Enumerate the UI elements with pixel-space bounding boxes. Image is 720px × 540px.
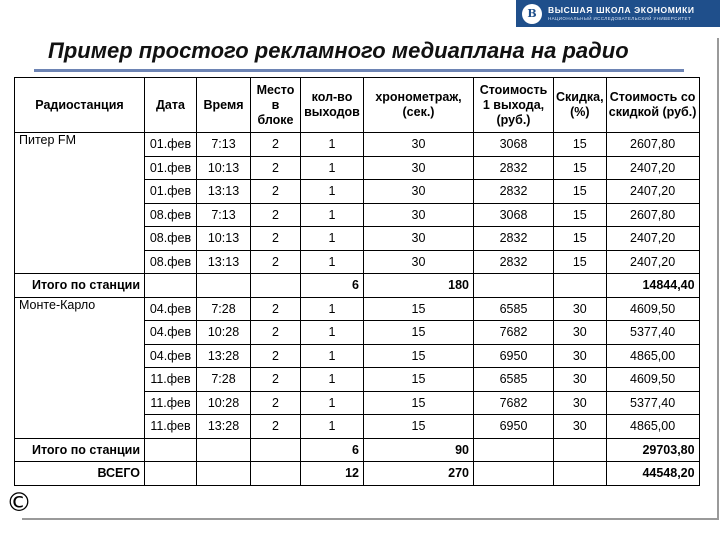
station-total-row (15, 274, 700, 298)
cell-date: 01.фев (145, 180, 197, 204)
empty-cell (251, 438, 301, 462)
cell-duration: 15 (364, 415, 474, 439)
cell-time: 10:28 (197, 321, 251, 345)
cell-unit-cost: 3068 (474, 203, 554, 227)
cell-discount: 15 (554, 180, 607, 204)
cell-position: 2 (251, 391, 301, 415)
cell-date: 11.фев (145, 415, 197, 439)
cell-position: 2 (251, 368, 301, 392)
cell-discount: 30 (554, 391, 607, 415)
cell-discount: 15 (554, 250, 607, 274)
total-label: Итого по станции (15, 438, 145, 462)
grand-total-row (15, 462, 700, 486)
hse-logo (516, 0, 720, 27)
cell-discount: 15 (554, 203, 607, 227)
header-discounted-cost: Стоимость со скидкой (руб.) (606, 78, 699, 133)
header-duration: хронометраж, (сек.) (364, 78, 474, 133)
cell-time: 13:13 (197, 180, 251, 204)
cell-discounted-cost: 4609,50 (606, 297, 699, 321)
cell-time: 10:13 (197, 227, 251, 251)
cell-date: 04.фев (145, 297, 197, 321)
empty-cell (145, 438, 197, 462)
empty-cell (474, 462, 554, 486)
cell-duration: 30 (364, 250, 474, 274)
cell-date: 08.фев (145, 250, 197, 274)
media-plan-table (14, 77, 700, 486)
hse-logo-text (548, 6, 695, 22)
cell-discounted-cost: 2607,80 (606, 133, 699, 157)
table-row (15, 297, 700, 321)
total-duration: 90 (364, 438, 474, 462)
cell-unit-cost: 6950 (474, 344, 554, 368)
empty-cell (197, 438, 251, 462)
empty-cell (554, 438, 607, 462)
cell-time: 13:28 (197, 415, 251, 439)
cell-unit-cost: 3068 (474, 133, 554, 157)
header-outputs: кол-во выходов (301, 78, 364, 133)
slide-title: Пример простого рекламного медиаплана на радио (48, 38, 629, 63)
total-outputs: 6 (301, 274, 364, 298)
total-label: Итого по станции (15, 274, 145, 298)
cell-outputs: 1 (301, 415, 364, 439)
cell-position: 2 (251, 297, 301, 321)
cell-unit-cost: 7682 (474, 391, 554, 415)
empty-cell (554, 274, 607, 298)
cell-date: 08.фев (145, 203, 197, 227)
total-sum: 29703,80 (606, 438, 699, 462)
hse-logo-line2: НАЦИОНАЛЬНЫЙ ИССЛЕДОВАТЕЛЬСКИЙ УНИВЕРСИТЕТ (548, 16, 692, 21)
cell-duration: 30 (364, 180, 474, 204)
grand-total-outputs: 12 (301, 462, 364, 486)
empty-cell (251, 462, 301, 486)
cell-outputs: 1 (301, 368, 364, 392)
header-position: Место в блоке (251, 78, 301, 133)
header-time: Время (197, 78, 251, 133)
cell-discount: 30 (554, 368, 607, 392)
header-station: Радиостанция (15, 78, 145, 133)
cell-date: 04.фев (145, 344, 197, 368)
total-duration: 180 (364, 274, 474, 298)
cell-duration: 30 (364, 133, 474, 157)
cell-date: 11.фев (145, 368, 197, 392)
cell-outputs: 1 (301, 203, 364, 227)
grand-total-duration: 270 (364, 462, 474, 486)
header-discount: Скидка, (%) (554, 78, 607, 133)
cell-discounted-cost: 2407,20 (606, 250, 699, 274)
cell-position: 2 (251, 415, 301, 439)
total-outputs: 6 (301, 438, 364, 462)
cell-position: 2 (251, 250, 301, 274)
cell-unit-cost: 2832 (474, 180, 554, 204)
cell-date: 11.фев (145, 391, 197, 415)
cell-time: 13:13 (197, 250, 251, 274)
header-unit-cost: Стоимость 1 выхода, (руб.) (474, 78, 554, 133)
grand-total-sum: 44548,20 (606, 462, 699, 486)
empty-cell (145, 462, 197, 486)
cell-outputs: 1 (301, 391, 364, 415)
cell-discount: 15 (554, 156, 607, 180)
empty-cell (474, 438, 554, 462)
empty-cell (474, 274, 554, 298)
cell-discount: 30 (554, 415, 607, 439)
station-name: Монте-Карло (15, 297, 145, 438)
cell-duration: 15 (364, 344, 474, 368)
total-sum: 14844,40 (606, 274, 699, 298)
empty-cell (197, 462, 251, 486)
cell-duration: 30 (364, 203, 474, 227)
cell-duration: 15 (364, 321, 474, 345)
cell-unit-cost: 6950 (474, 415, 554, 439)
empty-cell (197, 274, 251, 298)
cell-position: 2 (251, 227, 301, 251)
cell-date: 01.фев (145, 156, 197, 180)
copyright-symbol: © (6, 488, 32, 518)
cell-position: 2 (251, 203, 301, 227)
cell-discounted-cost: 2407,20 (606, 156, 699, 180)
cell-discount: 15 (554, 227, 607, 251)
cell-outputs: 1 (301, 250, 364, 274)
cell-outputs: 1 (301, 321, 364, 345)
hse-emblem-icon: В (522, 4, 542, 24)
cell-discounted-cost: 4609,50 (606, 368, 699, 392)
cell-discounted-cost: 4865,00 (606, 415, 699, 439)
cell-date: 01.фев (145, 133, 197, 157)
cell-discount: 30 (554, 297, 607, 321)
cell-discounted-cost: 4865,00 (606, 344, 699, 368)
cell-outputs: 1 (301, 297, 364, 321)
cell-duration: 30 (364, 227, 474, 251)
cell-date: 08.фев (145, 227, 197, 251)
cell-position: 2 (251, 156, 301, 180)
cell-time: 10:28 (197, 391, 251, 415)
cell-position: 2 (251, 344, 301, 368)
table-row (15, 133, 700, 157)
cell-discount: 15 (554, 133, 607, 157)
cell-duration: 15 (364, 368, 474, 392)
grand-total-label: ВСЕГО (15, 462, 145, 486)
cell-time: 7:28 (197, 297, 251, 321)
header-date: Дата (145, 78, 197, 133)
cell-discounted-cost: 5377,40 (606, 391, 699, 415)
cell-position: 2 (251, 180, 301, 204)
cell-discounted-cost: 2407,20 (606, 227, 699, 251)
cell-discount: 30 (554, 321, 607, 345)
cell-outputs: 1 (301, 156, 364, 180)
cell-unit-cost: 2832 (474, 227, 554, 251)
cell-duration: 30 (364, 156, 474, 180)
header-row (15, 78, 700, 133)
station-name: Питер FM (15, 133, 145, 274)
cell-outputs: 1 (301, 180, 364, 204)
cell-unit-cost: 7682 (474, 321, 554, 345)
empty-cell (251, 274, 301, 298)
cell-outputs: 1 (301, 344, 364, 368)
cell-date: 04.фев (145, 321, 197, 345)
cell-time: 13:28 (197, 344, 251, 368)
cell-unit-cost: 6585 (474, 368, 554, 392)
cell-time: 7:13 (197, 203, 251, 227)
cell-outputs: 1 (301, 227, 364, 251)
cell-time: 7:13 (197, 133, 251, 157)
hse-logo-line1: ВЫСШАЯ ШКОЛА ЭКОНОМИКИ (548, 4, 695, 15)
cell-discounted-cost: 2407,20 (606, 180, 699, 204)
cell-unit-cost: 6585 (474, 297, 554, 321)
empty-cell (554, 462, 607, 486)
cell-unit-cost: 2832 (474, 250, 554, 274)
cell-outputs: 1 (301, 133, 364, 157)
station-total-row (15, 438, 700, 462)
cell-discounted-cost: 2607,80 (606, 203, 699, 227)
cell-unit-cost: 2832 (474, 156, 554, 180)
cell-duration: 15 (364, 297, 474, 321)
cell-discount: 30 (554, 344, 607, 368)
title-underline (34, 69, 684, 72)
cell-time: 7:28 (197, 368, 251, 392)
cell-discounted-cost: 5377,40 (606, 321, 699, 345)
empty-cell (145, 274, 197, 298)
cell-position: 2 (251, 321, 301, 345)
cell-time: 10:13 (197, 156, 251, 180)
cell-duration: 15 (364, 391, 474, 415)
cell-position: 2 (251, 133, 301, 157)
